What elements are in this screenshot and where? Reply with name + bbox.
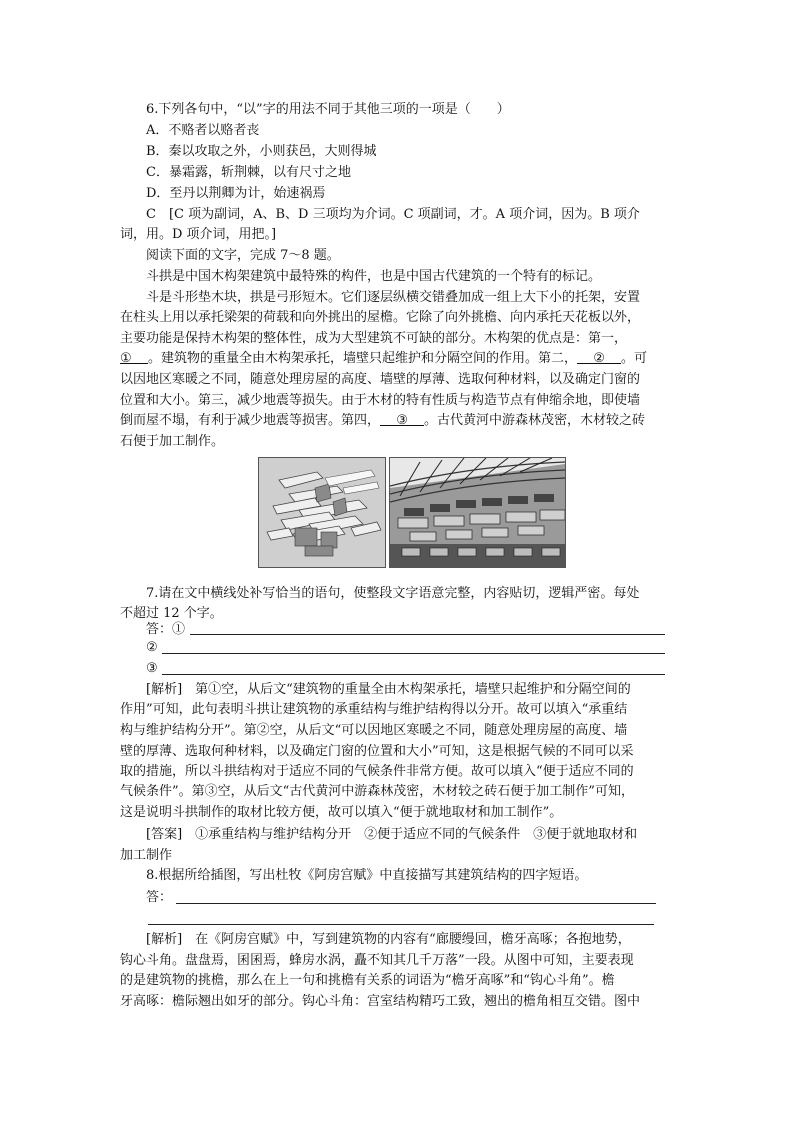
q6-answer-line2: 词，用。D 项介词，用把。] [120,227,277,242]
q7-analysis-line1: [解析] 第①空，从后文“建筑物的重量全由木构架承托，墙壁只起维护和分隔空间的 [146,682,631,697]
reading-p2-line4 [120,349,647,369]
q7-stem-line2: 不超过 12 个字。 [120,606,223,621]
q7-analysis-line3: 构与维护结构分开”。第②空，从后文“可以因地区寒暖之不同，随意处理房屋的高度、墙 [120,723,628,738]
reading-p2-line6: 位置和大小。第三，减少地震等损失。由于木材的特有性质与构造节点有伸缩余地，即使墙 [120,393,641,408]
reading-p2-line8: 石便于加工制作。 [120,434,225,449]
q7-analysis-line6: 气候条件”。第③空，从后文“古代黄河中游森林茂密，木材较之砖石便于加工制作”可知， [120,784,634,799]
eave-photo-svg [390,458,565,567]
reading-p2-line5: 以因地区寒暖之不同，随意处理房屋的高度、墙壁的厚薄、选取何种材料，以及确定门窗的 [120,372,641,387]
reading-p2-line7-text: 倒而屋不塌，有利于减少地震等损害。第四， [120,413,381,428]
dougong-bracket-diagram [258,457,386,568]
q6-stem: 6.下列各句中，“以”字的用法不同于其他三项的一项是（ ） [146,102,510,117]
q7-answer-line-3[interactable] [162,674,665,675]
reading-p2-line7-end: 。古代黄河中游森林茂密，木材较之砖 [424,413,646,428]
q7-marker-2: ② [146,640,158,655]
q8-analysis-line4: 牙高啄：檐际翘出如牙的部分。钩心斗角：宫室结构精巧工致，翘出的檐角相互交错。图中 [120,994,641,1009]
q7-answer-line-2[interactable] [162,653,665,654]
q6-option-c: C．暴霜露，斩荆棘，以有尺寸之地 [146,165,351,180]
q8-analysis-line3: 的是建筑物的挑檐，那么在上一句和挑檐有关系的词语为“檐牙高啄”和“钩心斗角”。檐 [120,973,615,988]
q8-stem: 8.根据所给插图，写出杜牧《阿房宫赋》中直接描写其建筑结构的四字短语。 [146,868,588,883]
q7-answer-line-1[interactable] [190,634,665,635]
q6-option-b: B．秦以攻取之外，小则获邑，大则得城 [146,144,377,159]
bracket-diagram-svg [259,458,385,567]
q6-option-d: D．至丹以荆卿为计，始速祸焉 [146,186,326,201]
q8-answer-label: 答： [146,890,173,905]
reading-p2-line1: 斗是斗形垫木块，拱是弓形短木。它们逐层纵横交错叠加成一组上大下小的托架，安置 [146,290,641,305]
q6-option-a: A．不赂者以赂者丧 [146,123,260,138]
reading-p2-line4-end: 。可 [621,351,648,366]
reading-intro: 阅读下面的文字，完成 7～8 题。 [146,248,340,263]
blank-3[interactable]: ③ [380,411,424,426]
q7-stem-line1: 7.请在文中横线处补写恰当的语句，使整段文字语意完整，内容贴切，逻辑严密。每处 [146,586,640,601]
q8-answer-line-2[interactable] [148,924,654,925]
reading-p2-line4-text: 。建筑物的重量全由木构架承托，墙壁只起维护和分隔空间的作用。第二， [148,351,578,366]
q7-answer-key-line1: [答案] ①承重结构与维护结构分开 ②便于适应不同的气候条件 ③便于就地取材和 [146,827,638,842]
q7-analysis-line2: 作用”可知，此句表明斗拱让建筑物的承重结构与维护结构得以分开。故可以填入“承重结 [120,702,628,717]
q7-analysis-line7: 这是说明斗拱制作的取材比较方便，故可以填入“便于就地取材和加工制作”。 [120,805,563,820]
q7-answer-label: 答：① [146,622,186,637]
blank-1[interactable]: ① [120,349,148,364]
q7-analysis-line4: 壁的厚薄、选取何种材料，以及确定门窗的位置和大小”可知，这是根据气候的不同可以采 [120,744,634,759]
q7-answer-key-line2: 加工制作 [120,848,173,863]
q8-analysis-line2: 钩心斗角。盘盘焉，囷囷焉，蜂房水涡，矗不知其几千万落”一段。从图中可知，主要表现 [120,953,634,968]
reading-p2-line3: 主要功能是保持木构架的整体性，成为大型建筑不可缺的部分。木构架的优点是：第一， [120,331,628,346]
reading-p2-line7 [120,411,645,431]
reading-p2-line2: 在柱头上用以承托梁架的荷载和向外挑出的屋檐。它除了向外挑檐、向内承托天花板以外， [120,310,641,325]
eave-bracket-photo [389,457,566,568]
q7-marker-3: ③ [146,661,158,676]
q6-answer-line1: C [C 项为副词，A、B、D 三项均为介词。C 项副词，才。A 项介词，因为。B 项介 [146,207,640,222]
q7-analysis-line5: 取的措施，所以斗拱结构对于适应不同的气候条件非常方便。故可以填入“便于适应不同的 [120,764,634,779]
reading-paragraph-1: 斗拱是中国木构架建筑中最特殊的构件，也是中国古代建筑的一个特有的标记。 [146,269,602,284]
q8-analysis-line1: [解析] 在《阿房宫赋》中，写到建筑物的内容有“廊腰缦回，檐牙高啄；各抱地势， [146,932,631,947]
q8-answer-line-1[interactable] [176,903,656,904]
blank-2[interactable]: ② [577,349,621,364]
